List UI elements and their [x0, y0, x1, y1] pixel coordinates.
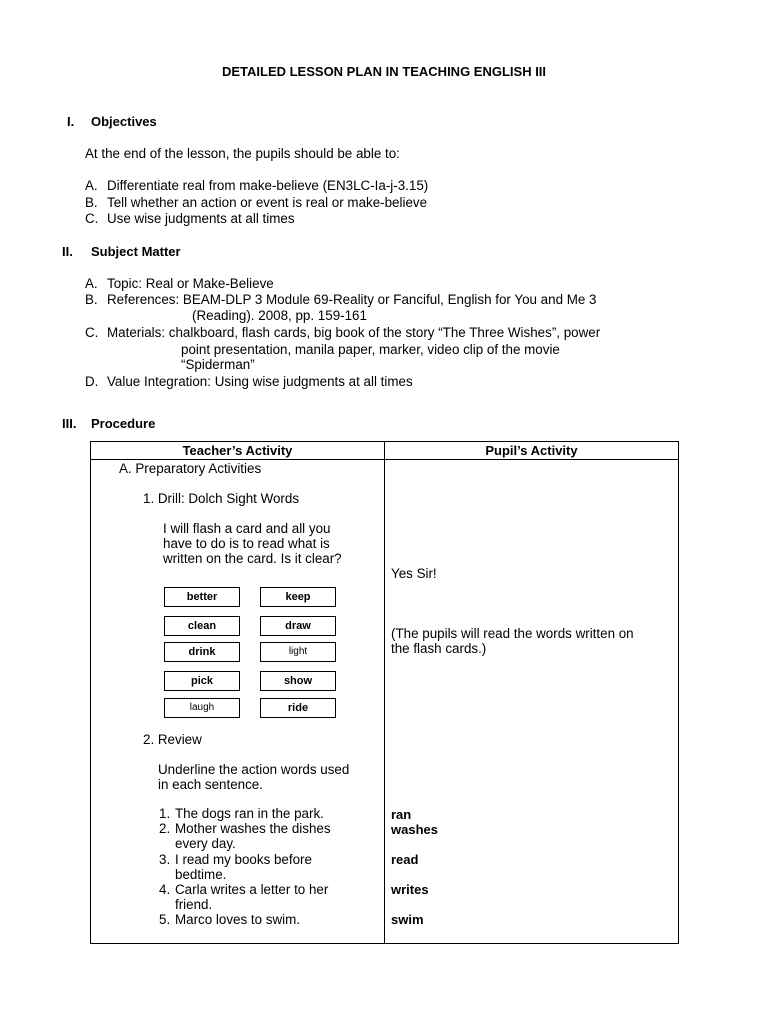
pupil-activity-cell: [385, 460, 679, 944]
review-sentence-number: 3.: [159, 852, 171, 867]
objective-letter: A.: [85, 178, 98, 193]
review-sentence: The dogs ran in the park.: [175, 806, 324, 821]
topic-text: Topic: Real or Make-Believe: [107, 276, 274, 291]
materials-letter: C.: [85, 325, 99, 340]
objectives-number: I.: [67, 114, 75, 129]
pupil-response: (The pupils will read the words written on: [391, 626, 634, 641]
pupil-answer: read: [391, 852, 419, 867]
review-instruction: in each sentence.: [158, 777, 263, 792]
pupil-answer: writes: [391, 882, 429, 897]
review-instruction: Underline the action words used: [158, 762, 350, 777]
pupil-answer: washes: [391, 822, 438, 837]
flash-card: drink: [164, 642, 240, 662]
flash-card: laugh: [164, 698, 240, 718]
page-title: DETAILED LESSON PLAN IN TEACHING ENGLISH III: [221, 64, 547, 79]
flash-card: better: [164, 587, 240, 607]
flash-card: keep: [260, 587, 336, 607]
objective-text: Use wise judgments at all times: [107, 211, 295, 226]
review-sentence: every day.: [175, 836, 236, 851]
review-sentence-number: 4.: [159, 882, 171, 897]
objective-text: Differentiate real from make-believe (EN3LC-Ia-j-3.15): [107, 178, 429, 193]
review-sentence: I read my books before: [175, 852, 312, 867]
materials-line: Materials: chalkboard, flash cards, big book of the story “The Three Wishes”, power: [107, 325, 601, 340]
review-sentence-number: 1.: [159, 806, 171, 821]
procedure-label: Procedure: [91, 416, 156, 431]
value-text: Value Integration: Using wise judgments at all times: [107, 374, 413, 389]
drill-instruction: written on the card. Is it clear?: [163, 551, 342, 566]
materials-line: “Spiderman”: [181, 357, 255, 372]
topic-letter: A.: [85, 276, 98, 291]
review-heading: 2. Review: [143, 732, 202, 747]
objectives-label: Objectives: [91, 114, 157, 129]
flash-card: light: [260, 642, 336, 662]
pupil-response: the flash cards.): [391, 641, 487, 656]
review-sentence: Mother washes the dishes: [175, 821, 331, 836]
drill-instruction: I will flash a card and all you: [163, 521, 331, 536]
objective-letter: C.: [85, 211, 99, 226]
drill-heading: 1. Drill: Dolch Sight Words: [143, 491, 300, 506]
pupil-response: Yes Sir!: [391, 566, 437, 581]
references-line: (Reading). 2008, pp. 159-161: [192, 308, 367, 323]
flash-card: pick: [164, 671, 240, 691]
subject-matter-number: II.: [62, 244, 73, 259]
procedure-table: [90, 441, 679, 944]
pupil-answer: swim: [391, 912, 424, 927]
flash-card: show: [260, 671, 336, 691]
review-sentence-number: 5.: [159, 912, 171, 927]
references-line: References: BEAM-DLP 3 Module 69-Reality or Fanciful, English for You and Me 3: [107, 292, 597, 307]
flash-card: clean: [164, 616, 240, 636]
teacher-activity-header: Teacher’s Activity: [91, 442, 385, 460]
pupil-answer: ran: [391, 807, 412, 822]
materials-line: point presentation, manila paper, marker, video clip of the movie: [181, 342, 560, 357]
value-letter: D.: [85, 374, 99, 389]
flash-card: ride: [260, 698, 336, 718]
review-sentence-number: 2.: [159, 821, 171, 836]
review-sentence: friend.: [175, 897, 213, 912]
objective-text: Tell whether an action or event is real or make-believe: [107, 195, 428, 210]
references-letter: B.: [85, 292, 98, 307]
drill-instruction: have to do is to read what is: [163, 536, 330, 551]
objective-letter: B.: [85, 195, 98, 210]
flash-card: draw: [260, 616, 336, 636]
review-sentence: Marco loves to swim.: [175, 912, 301, 927]
teacher-activity-cell: [91, 460, 385, 944]
subject-matter-label: Subject Matter: [91, 244, 181, 259]
procedure-number: III.: [62, 416, 77, 431]
pupil-activity-header: Pupil’s Activity: [385, 442, 679, 460]
review-sentence: bedtime.: [175, 867, 227, 882]
review-sentence: Carla writes a letter to her: [175, 882, 329, 897]
objectives-intro: At the end of the lesson, the pupils should be able to:: [85, 146, 400, 161]
preparatory-activities: A. Preparatory Activities: [119, 461, 262, 476]
